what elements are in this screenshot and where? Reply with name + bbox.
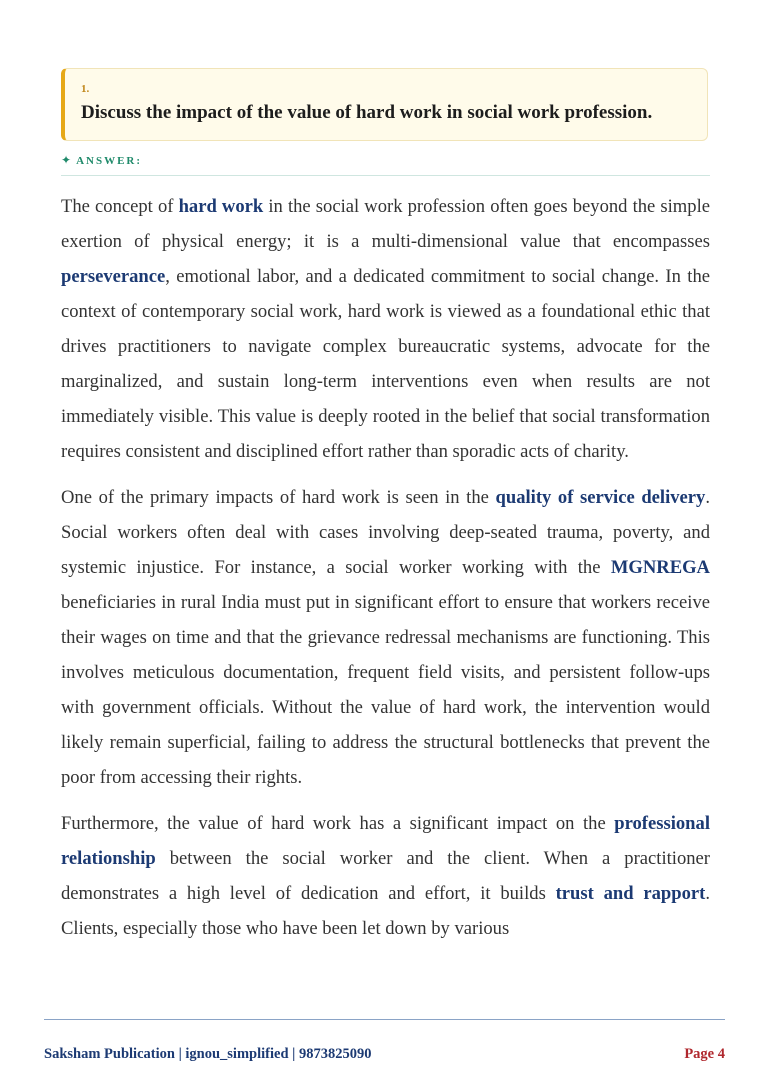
highlighted-term: MGNREGA (610, 557, 710, 578)
question-number: 1. (81, 83, 90, 95)
highlighted-term: hard work (178, 196, 264, 217)
highlighted-term: perseverance (61, 266, 166, 287)
highlighted-term: trust and rapport (555, 883, 706, 904)
paragraph-3 (61, 806, 710, 946)
highlighted-term: quality of service delivery (495, 487, 706, 508)
page-number: Page 4 (684, 1046, 725, 1062)
text-run: , emotional labor, and a dedicated commitment to social change. In the context of contemporary social work, hard work is viewed as a foundational ethic that drives practitioners to navigate complex bureaucratic systems, advocate for the marginalized, and sustain long-term interventions even when results are not immediately visible. This value is deeply rooted in the belief that social transformation requires consistent and disciplined effort rather than sporadic acts of charity. (61, 266, 710, 462)
text-run: beneficiaries in rural India must put in significant effort to ensure that workers receive their wages on time and that the grievance redressal mechanisms are functioning. This involves meticulous documentation, frequent field visits, and persistent follow-ups with government officials. Without the value of hard work, the intervention would likely remain superficial, failing to address the structural bottlenecks that prevent the poor from accessing their rights. (61, 592, 710, 788)
footer-divider (44, 1019, 725, 1020)
question-text: Discuss the impact of the value of hard work in social work profession. (81, 102, 653, 123)
question-box (61, 68, 708, 141)
text-run: . Clients, especially those who have been let down by various (61, 883, 710, 939)
text-run: in the social work profession often goes beyond the simple exertion of physical energy; it is a multi-dimensional value that encompasses (61, 196, 710, 252)
answer-heading (61, 153, 710, 176)
text-run: One of the primary impacts of hard work is seen in the (61, 487, 496, 508)
text-run: . Social workers often deal with cases involving deep-seated trauma, poverty, and systemic injustice. For instance, a social worker working with the (61, 487, 711, 578)
paragraph-2 (61, 480, 710, 795)
star-icon: ✦ (61, 153, 72, 167)
text-run: between the social worker and the client. When a practitioner demonstrates a high level of dedication and effort, it builds (61, 848, 710, 904)
text-run: Furthermore, the value of hard work has a significant impact on the (61, 813, 615, 834)
footer-publisher: Saksham Publication | ignou_simplified | 9873825090 (44, 1046, 372, 1062)
text-run: The concept of (61, 196, 179, 217)
highlighted-term: professional relationship (61, 813, 710, 869)
answer-label: ANSWER: (76, 155, 143, 167)
answer-body (61, 189, 710, 957)
paragraph-1 (61, 189, 710, 469)
